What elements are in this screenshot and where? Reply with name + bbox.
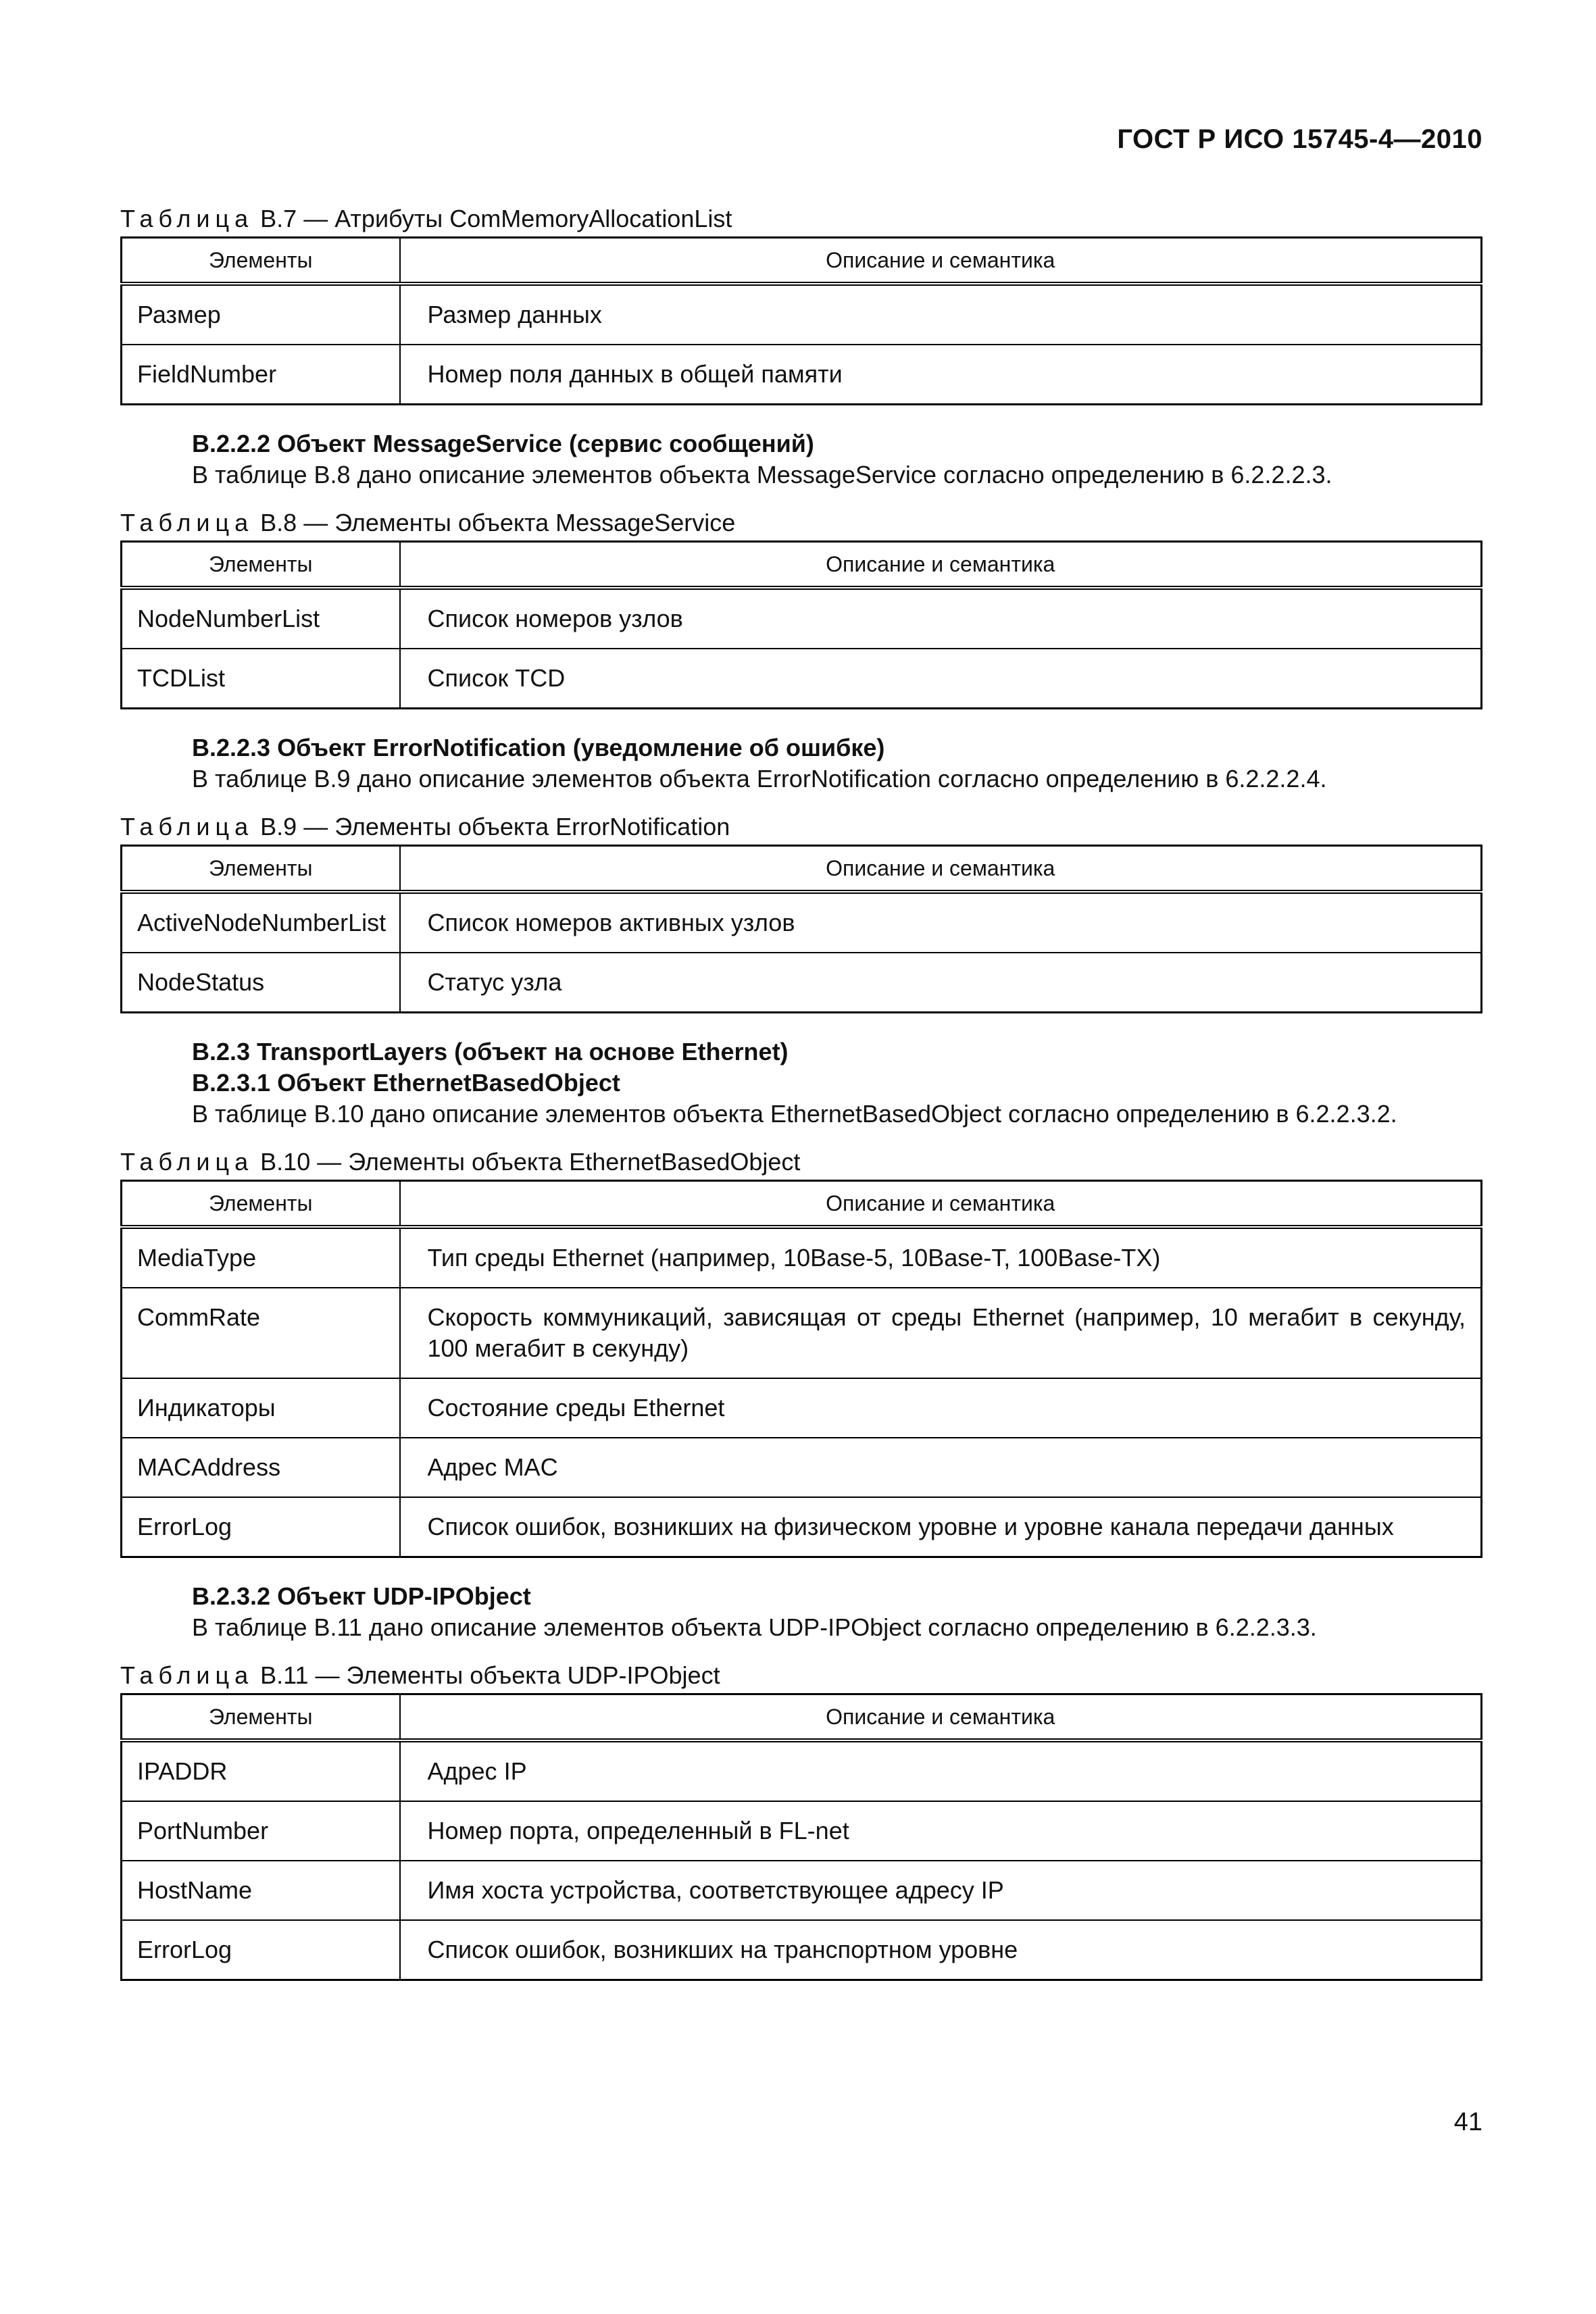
column-header-elements: Элементы [122,846,400,892]
column-header-description: Описание и семантика [400,1694,1482,1741]
column-header-elements: Элементы [122,1694,400,1741]
section-heading: B.2.3 TransportLayers (объект на основе Ethernet) [192,1038,789,1065]
table-header-row [122,542,1482,588]
description-cell: Список TCD [400,649,1482,709]
element-cell: MediaType [122,1227,400,1288]
table-row [122,1740,1482,1801]
caption-title: B.8 — Элементы объекта MessageService [260,509,736,536]
table-row [122,1227,1482,1288]
section-heading: B.2.3.1 Объект EthernetBasedObject [192,1069,620,1097]
section-heading: B.2.2.3 Объект ErrorNotification (уведомление об ошибке) [192,734,885,761]
table-row [122,1920,1482,1980]
description-cell: Номер порта, определенный в FL-net [400,1801,1482,1861]
caption-title: B.11 — Элементы объекта UDP-IPObject [260,1661,720,1689]
description-cell: Номер поля данных в общей памяти [400,345,1482,405]
table-row [122,953,1482,1013]
section [192,1036,1482,1130]
description-cell: Список ошибок, возникших на физическом уровне и уровне канала передачи данных [400,1497,1482,1557]
table-block [120,1581,1482,1981]
section [192,732,1482,795]
element-cell: CommRate [122,1288,400,1378]
table-caption [120,1658,1482,1693]
element-cell: IPADDR [122,1740,400,1801]
table-header-row [122,846,1482,892]
page-content [120,201,1482,2004]
caption-title: B.9 — Элементы объекта ErrorNotification [260,813,730,840]
section-heading: B.2.2.2 Объект MessageService (сервис сообщений) [192,430,814,457]
caption-label: Таблица [120,1661,254,1689]
element-cell: TCDList [122,649,400,709]
description-cell: Скорость коммуникаций, зависящая от среды Ethernet (например, 10 мегабит в секунду, 100 мегабит в секунду) [400,1288,1482,1378]
description-cell: Список номеров узлов [400,588,1482,649]
element-cell: Индикаторы [122,1378,400,1438]
table-row [122,1438,1482,1497]
section-paragraph: В таблице B.10 дано описание элементов объекта EthernetBasedObject согласно определению в 6.2.2.3.2. [192,1100,1397,1128]
element-cell: NodeNumberList [122,588,400,649]
description-cell: Состояние среды Ethernet [400,1378,1482,1438]
section [192,428,1482,491]
table-header-row [122,238,1482,284]
page-number: 41 [1453,2108,1482,2136]
data-table [120,540,1482,709]
description-cell: Размер данных [400,284,1482,345]
table-block [120,732,1482,1013]
element-cell: NodeStatus [122,953,400,1013]
table-row [122,1801,1482,1861]
table-caption [120,505,1482,540]
section-paragraph: В таблице B.11 дано описание элементов объекта UDP-IPObject согласно определению в 6.2.2.3.3. [192,1613,1317,1641]
section [192,1581,1482,1643]
data-table [120,1693,1482,1981]
table-row [122,1288,1482,1378]
table-block [120,201,1482,405]
caption-label: Таблица [120,509,254,536]
column-header-description: Описание и семантика [400,542,1482,588]
element-cell: HostName [122,1861,400,1920]
column-header-description: Описание и семантика [400,1181,1482,1228]
column-header-description: Описание и семантика [400,846,1482,892]
caption-title: В.7 — Атрибуты ComMemoryAllocationList [260,205,732,232]
section-paragraph: В таблице B.9 дано описание элементов объекта ErrorNotification согласно определению в 6.2.2.2.4. [192,765,1327,793]
table-row [122,1378,1482,1438]
element-cell: Размер [122,284,400,345]
table-row [122,1497,1482,1557]
table-row [122,1861,1482,1920]
table-caption [120,1145,1482,1180]
caption-label: Таблица [120,205,254,232]
element-cell: ActiveNodeNumberList [122,892,400,953]
table-caption [120,809,1482,845]
table-row [122,649,1482,709]
element-cell: FieldNumber [122,345,400,405]
description-cell: Адрес IP [400,1740,1482,1801]
section-paragraph: В таблице B.8 дано описание элементов объекта MessageService согласно определению в 6.2.2.2.3. [192,461,1332,488]
column-header-description: Описание и семантика [400,238,1482,284]
column-header-elements: Элементы [122,542,400,588]
description-cell: Имя хоста устройства, соответствующее адресу IP [400,1861,1482,1920]
table-row [122,892,1482,953]
element-cell: ErrorLog [122,1920,400,1980]
description-cell: Адрес MAC [400,1438,1482,1497]
table-header-row [122,1694,1482,1741]
element-cell: ErrorLog [122,1497,400,1557]
data-table [120,1180,1482,1558]
element-cell: MACAddress [122,1438,400,1497]
table-block [120,428,1482,709]
caption-title: B.10 — Элементы объекта EthernetBasedObject [260,1148,801,1176]
description-cell: Тип среды Ethernet (например, 10Base-5, 10Base-T, 100Base-TX) [400,1227,1482,1288]
data-table [120,845,1482,1013]
column-header-elements: Элементы [122,1181,400,1228]
table-row [122,588,1482,649]
description-cell: Статус узла [400,953,1482,1013]
caption-label: Таблица [120,1148,254,1176]
document-code: ГОСТ Р ИСО 15745-4—2010 [1117,124,1482,154]
description-cell: Список ошибок, возникших на транспортном уровне [400,1920,1482,1980]
table-caption [120,201,1482,236]
table-header-row [122,1181,1482,1228]
description-cell: Список номеров активных узлов [400,892,1482,953]
data-table [120,236,1482,405]
table-block [120,1036,1482,1558]
table-row [122,284,1482,345]
table-row [122,345,1482,405]
caption-label: Таблица [120,813,254,840]
section-heading: B.2.3.2 Объект UDP-IPObject [192,1582,531,1610]
element-cell: PortNumber [122,1801,400,1861]
column-header-elements: Элементы [122,238,400,284]
